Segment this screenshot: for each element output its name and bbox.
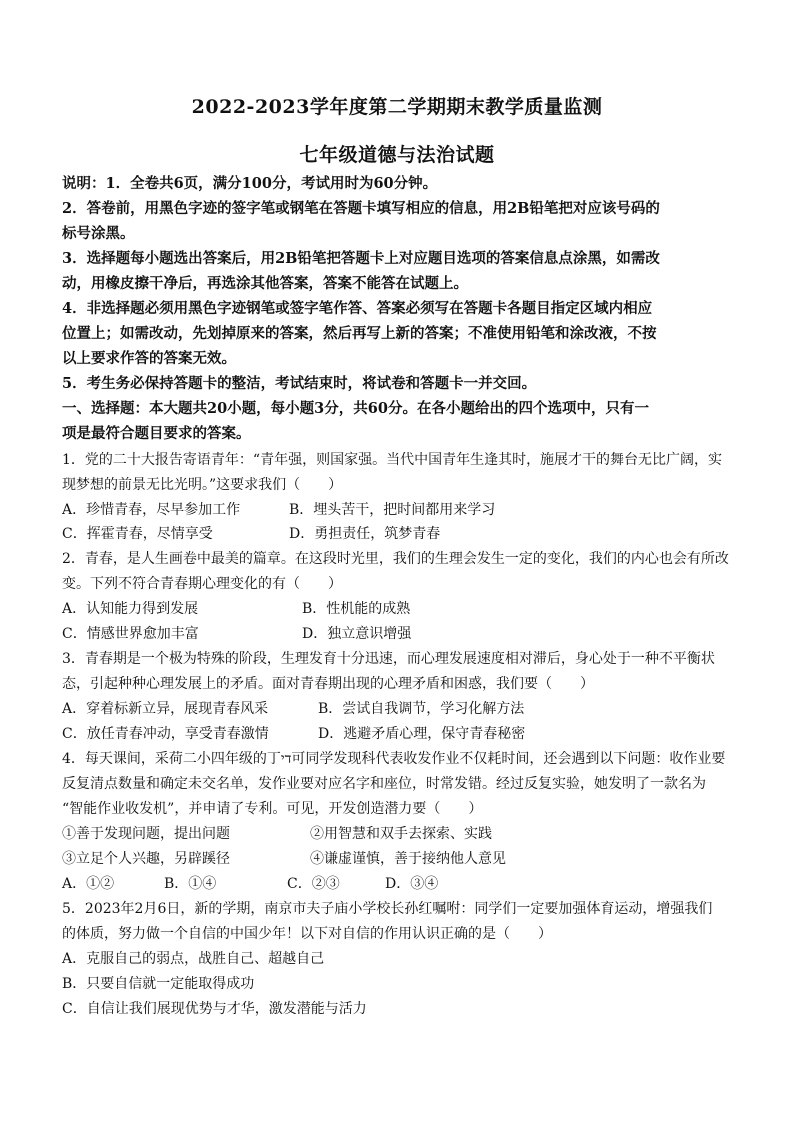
question-2-option-b: B．性机能的成熟 [302, 601, 411, 617]
section-header: 项是最符合题目要求的答案。 [62, 425, 251, 442]
instruction-line: 标号涂黑。 [62, 225, 135, 242]
question-2-option-d: D．独立意识增强 [302, 626, 412, 642]
instruction-line: 4．非选择题必须用黑色字迹钢笔或签字笔作答、答案必须写在答题卡各题目指定区域内相应 [62, 300, 653, 317]
question-5-stem: 的体质，努力做一个自信的中国少年！以下对自信的作用认识正确的是（ ） [62, 926, 552, 942]
question-4-item-1: ①善于发现问题，提出问题 [62, 826, 230, 842]
question-5-stem: 5．2023年2月6日，新的学期，南京市夫子庙小学校长孙红嘱咐：同学们一定要加强体育运动，增强我们 [62, 901, 713, 917]
question-3-stem: 态，引起种种心理发展上的矛盾。面对青春期出现的心理矛盾和困惑，我们要（ ） [62, 676, 594, 692]
question-5-option-c: C．自信让我们展现优势与才华，激发潜能与活力 [62, 1001, 367, 1017]
question-1-stem: 1．党的二十大报告寄语青年：“青年强，则国家强。当代中国青年生逢其时，施展才干的舞台无比广阔，实 [62, 452, 723, 468]
question-3-option-c: C．放任青春冲动，享受青春激情 [62, 726, 269, 742]
question-4-option-a: A．①② [62, 876, 115, 892]
question-2-stem: 变。下列不符合青春期心理变化的有（ ） [62, 576, 342, 592]
question-4-item-3: ③立足个人兴趣，另辟蹊径 [62, 851, 230, 867]
question-4-item-4: ④谦虚谨慎，善于接纳他人意见 [310, 851, 506, 867]
question-1-option-a: A．珍惜青春，尽早参加工作 [62, 502, 241, 518]
question-4-option-d: D．③④ [385, 876, 439, 892]
exam-subtitle: 七年级道德与法治试题 [299, 144, 495, 166]
question-1-option-d: D．勇担责任，筑梦青春 [289, 526, 441, 542]
instruction-line: 以上要求作答的答案无效。 [62, 350, 236, 367]
instruction-line: 说明：1．全卷共6页，满分100分，考试用时为60分钟。 [62, 175, 438, 192]
question-3-stem: 3．青春期是一个极为特殊的阶段，生理发育十分迅速，而心理发展速度相对滞后，身心处于一种不平衡状 [62, 651, 715, 667]
question-3-option-b: B．尝试自我调节，学习化解方法 [318, 701, 525, 717]
section-header: 一、选择题：本大题共20小题，每小题3分，共60分。在各小题给出的四个选项中，只有一 [62, 400, 649, 417]
instruction-line: 动，用橡皮擦干净后，再选涂其他答案，答案不能答在试题上。 [62, 275, 468, 292]
question-3-option-d: D．逃避矛盾心理，保守青春秘密 [318, 726, 526, 742]
instruction-line: 5．考生务必保持答题卡的整洁，考试结束时，将试卷和答题卡一并交回。 [62, 375, 537, 392]
question-1-stem: 现梦想的前景无比光明。”这要求我们（ ） [62, 477, 343, 493]
question-5-option-a: A．克服自己的弱点，战胜自己、超越自己 [62, 951, 325, 967]
question-4-item-2: ②用智慧和双手去探索、实践 [310, 826, 492, 842]
question-1-option-b: B．埋头苦干，把时间都用来学习 [289, 502, 496, 518]
exam-title: 2022-2023学年度第二学期期末教学质量监测 [191, 96, 603, 118]
question-1-option-c: C．挥霍青春，尽情享受 [62, 526, 213, 542]
instruction-line: 3．选择题每小题选出答案后，用2B铅笔把答题卡上对应题目选项的答案信息点涂黑，如需改 [62, 250, 660, 267]
question-4-stem: “智能作业收发机”，并申请了专利。可见，开发创造潜力要（ ） [62, 801, 483, 817]
question-2-option-a: A．认知能力得到发展 [62, 601, 199, 617]
question-3-option-a: A．穿着标新立异，展现青春风采 [62, 701, 269, 717]
question-2-option-c: C．情感世界愈加丰富 [62, 626, 199, 642]
question-2-stem: 2．青春，是人生画卷中最美的篇章。在这段时光里，我们的生理会发生一定的变化，我们的内心也会有所改 [62, 551, 729, 567]
instruction-line: 位置上；如需改动，先划掉原来的答案，然后再写上新的答案；不准使用铅笔和涂改液，不按 [62, 325, 657, 342]
question-4-stem: 反复清点数量和确定未交名单，发作业要对应名字和座位，时常发错。经过反复实验，她发明了一款名为 [62, 776, 706, 792]
question-4-option-c: C．②③ [287, 876, 340, 892]
instruction-line: 2．答卷前，用黑色字迹的签字笔或钢笔在答题卡填写相应的信息，用2B铅笔把对应该号码的 [62, 200, 660, 217]
question-5-option-b: B．只要自信就一定能取得成功 [62, 976, 255, 992]
question-4-option-b: B．①④ [164, 876, 217, 892]
question-4-stem: 4．每天课间，采荷二小四年级的丁די可同学发现科代表收发作业不仅耗时间，还会遇到以下问题：收作业要 [62, 751, 726, 767]
